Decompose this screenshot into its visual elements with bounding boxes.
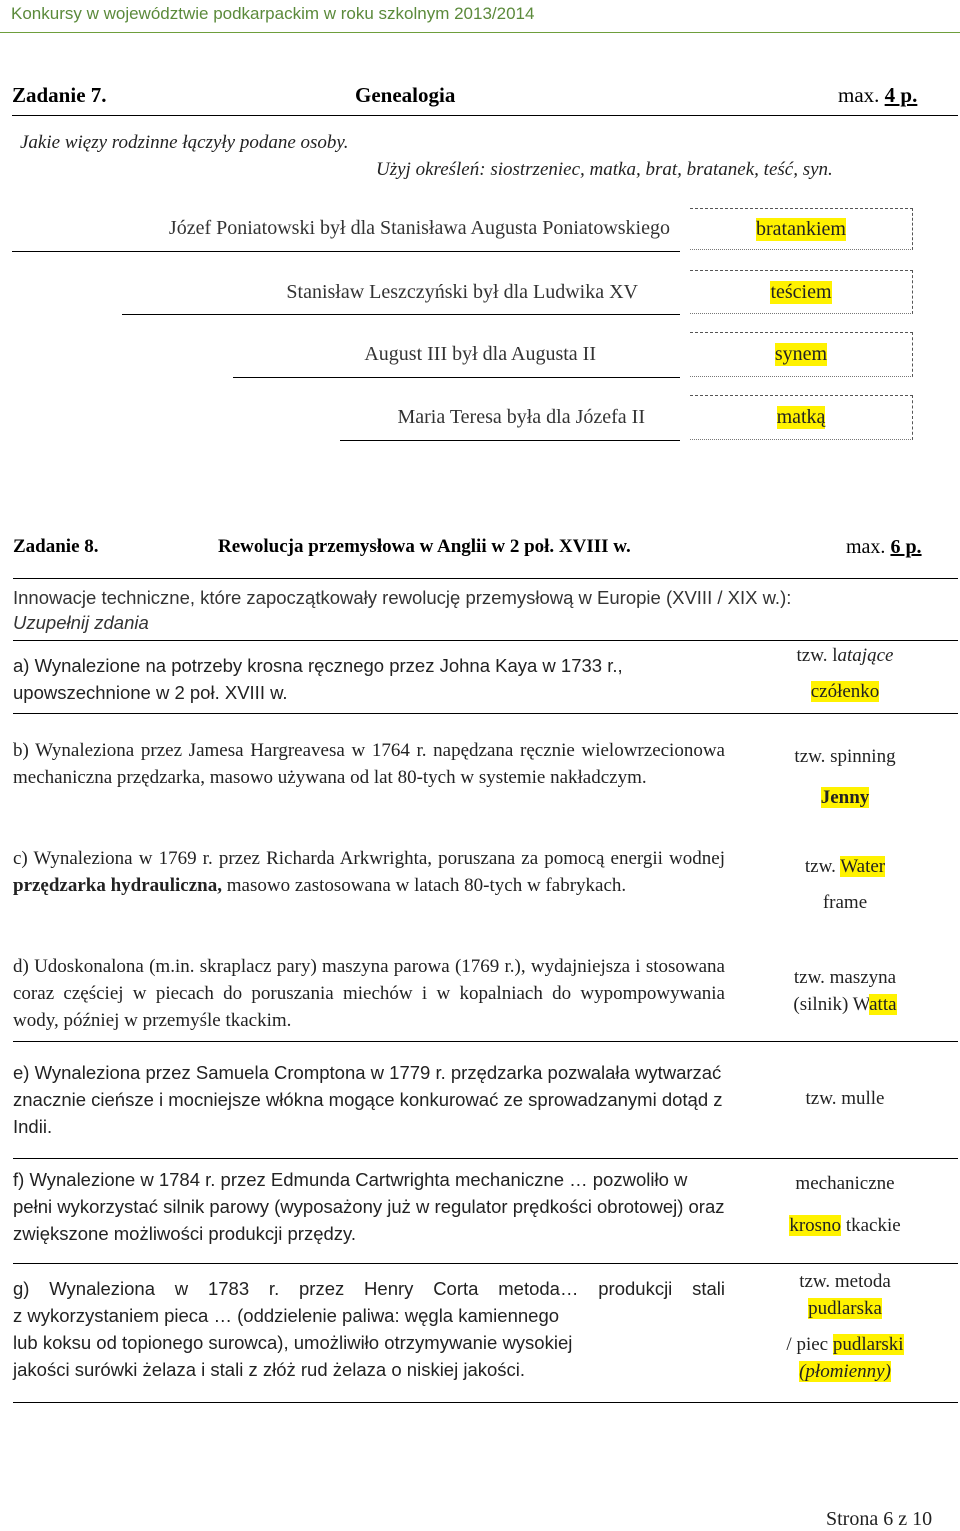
item-text-bold: przędzarka hydrauliczna, xyxy=(13,875,222,896)
item-text-part: c) Wynaleziona w 1769 r. przez Richarda Arkwrighta, poruszana za pomocą energii wodnej xyxy=(13,848,725,869)
page-number: Strona 6 z 10 xyxy=(826,1508,933,1530)
answer-text: tzw. metoda xyxy=(799,1271,891,1292)
item-rule xyxy=(13,1263,958,1264)
answer-text: czółenko xyxy=(810,681,880,702)
item-text: a) Wynalezione na potrzeby krosna ręcznego przez Johna Kaya w 1733 r., upowszechnione w 2 poł. XVIII w. xyxy=(13,655,623,703)
item-answer xyxy=(735,892,955,914)
answer-text: frame xyxy=(822,892,868,913)
item-answer xyxy=(735,645,955,667)
task7-rule xyxy=(12,115,958,116)
statement-underline xyxy=(340,440,680,441)
answer-text: krosno xyxy=(789,1215,842,1236)
task7-max xyxy=(838,83,917,108)
answer-text: atta xyxy=(869,994,897,1015)
answer-box xyxy=(690,395,913,440)
task7-title: Genealogia xyxy=(355,83,456,107)
genealogy-answer: teściem xyxy=(770,281,832,303)
answer-box xyxy=(690,332,913,377)
task8-rule xyxy=(13,640,958,641)
item-answer xyxy=(735,1298,955,1320)
item-rule xyxy=(13,713,958,714)
item-text-line: z wykorzystaniem pieca … (oddzielenie paliwa: węgla kamiennego xyxy=(13,1305,560,1326)
answer-text: (płomienny) xyxy=(799,1361,891,1382)
answer-text: tzw. maszyna xyxy=(793,967,897,988)
statement-underline xyxy=(122,314,680,315)
item-answer xyxy=(735,994,955,1016)
item-text-line: lub koksu od topionego surowca), umożliwiło otrzymywanie wysokiej xyxy=(13,1332,573,1353)
answer-text: Water xyxy=(840,856,886,877)
item-text: e) Wynaleziona przez Samuela Cromptona w 1779 r. przędzarka pozwalała wytwarzać znacznie cieńsze i mocniejsze włókna mogące konkurować ze sprowadzanymi dotąd z Indii. xyxy=(13,1062,723,1137)
genealogy-answer: matką xyxy=(776,406,826,428)
genealogy-statement: Maria Teresa była dla Józefa II xyxy=(397,406,645,428)
item-text-line: g) Wynaleziona w 1783 r. przez Henry Corta metoda… produkcji stali xyxy=(13,1278,725,1299)
task8-max xyxy=(846,536,922,559)
item-answer xyxy=(735,1088,955,1110)
item-answer xyxy=(735,1334,955,1356)
item-rule xyxy=(13,1402,958,1403)
item-text: d) Udoskonalona (m.in. skraplacz pary) maszyna parowa (1769 r.), wydajniejsza i stosowana coraz częściej w piecach do poruszania miechów i w kopalniach do wypompowywania wody, później w przemyśle tkackim. xyxy=(13,956,725,1031)
answer-text: (silnik) W xyxy=(793,994,870,1015)
task7-instruction2: Użyj określeń: siostrzeniec, matka, brat, bratanek, teść, syn. xyxy=(376,159,833,180)
item-answer xyxy=(735,856,955,878)
item-answer xyxy=(735,1271,955,1293)
genealogy-statement: August III był dla Augusta II xyxy=(364,343,596,365)
answer-text: tzw. mulle xyxy=(805,1088,885,1109)
item-text xyxy=(13,845,725,899)
answer-text: tkackie xyxy=(841,1215,901,1236)
answer-text: mechaniczne xyxy=(795,1173,895,1194)
item-answer xyxy=(735,681,955,703)
task7-max-points: 4 p. xyxy=(884,83,918,107)
task7-instruction1: Jakie więzy rodzinne łączyły podane osoby. xyxy=(20,132,349,153)
item-rule xyxy=(13,1041,958,1042)
item-text: b) Wynaleziona przez Jamesa Hargreavesa w 1764 r. napędzana ręcznie wielowrzecionowa mechaniczna przędzarka, masowo używana od lat 80-tych w systemie nakładczym. xyxy=(13,740,725,788)
answer-text: tzw. spinning xyxy=(794,746,896,767)
item-answer xyxy=(735,1361,955,1383)
task8-rule xyxy=(13,578,958,579)
page-header xyxy=(0,0,960,34)
task8-instruction: Uzupełnij zdania xyxy=(13,612,149,633)
answer-text: tzw. xyxy=(804,856,841,877)
genealogy-statement: Józef Poniatowski był dla Stanisława Augusta Poniatowskiego xyxy=(168,217,670,239)
item-answer xyxy=(735,746,955,768)
answer-box xyxy=(690,270,913,314)
task8-max-points: 6 p. xyxy=(890,536,922,558)
item-text xyxy=(13,1275,725,1383)
statement-underline xyxy=(233,377,680,378)
task8-max-prefix: max. xyxy=(846,536,886,558)
item-text-line: jakości surówki żelaza i stali z złóż rud żelaza o niskiej jakości. xyxy=(13,1359,526,1380)
answer-text: pudlarska xyxy=(808,1298,882,1319)
header-title: Konkursy w województwie podkarpackim w roku szkolnym 2013/2014 xyxy=(11,4,535,23)
item-answer xyxy=(735,967,955,989)
item-answer xyxy=(735,787,955,809)
item-rule xyxy=(13,1158,958,1159)
answer-text: / piec xyxy=(786,1334,833,1355)
item-text: f) Wynalezione w 1784 r. przez Edmunda Cartwrighta mechaniczne … pozwoliło w pełni wykorzystać silnik parowy (wyposażony już w regulator prędkości obrotowej) oraz zwiększone możliwości produkcji przędzy. xyxy=(13,1169,725,1244)
statement-underline xyxy=(12,251,680,252)
answer-text: atające xyxy=(837,645,894,666)
answer-box xyxy=(690,208,913,250)
task7-label: Zadanie 7. xyxy=(12,83,107,107)
genealogy-statement: Stanisław Leszczyński był dla Ludwika XV xyxy=(286,281,638,303)
answer-text: pudlarski xyxy=(832,1334,904,1355)
answer-text: Jenny xyxy=(820,787,870,808)
answer-text: tzw. l xyxy=(796,645,838,666)
item-text-part: masowo zastosowana w latach 80-tych w fabrykach. xyxy=(222,875,627,896)
task8-intro: Innowacje techniczne, które zapoczątkowały rewolucję przemysłową w Europie (XVIII / XIX w.): xyxy=(13,587,792,608)
task8-title: Rewolucja przemysłowa w Anglii w 2 poł. XVIII w. xyxy=(218,536,631,557)
item-answer xyxy=(735,1173,955,1195)
genealogy-answer: synem xyxy=(774,343,828,365)
genealogy-answer: bratankiem xyxy=(756,218,846,240)
item-answer xyxy=(735,1215,955,1237)
task8-label: Zadanie 8. xyxy=(13,536,99,557)
header-rule xyxy=(0,32,960,33)
task7-max-prefix: max. xyxy=(838,83,880,107)
